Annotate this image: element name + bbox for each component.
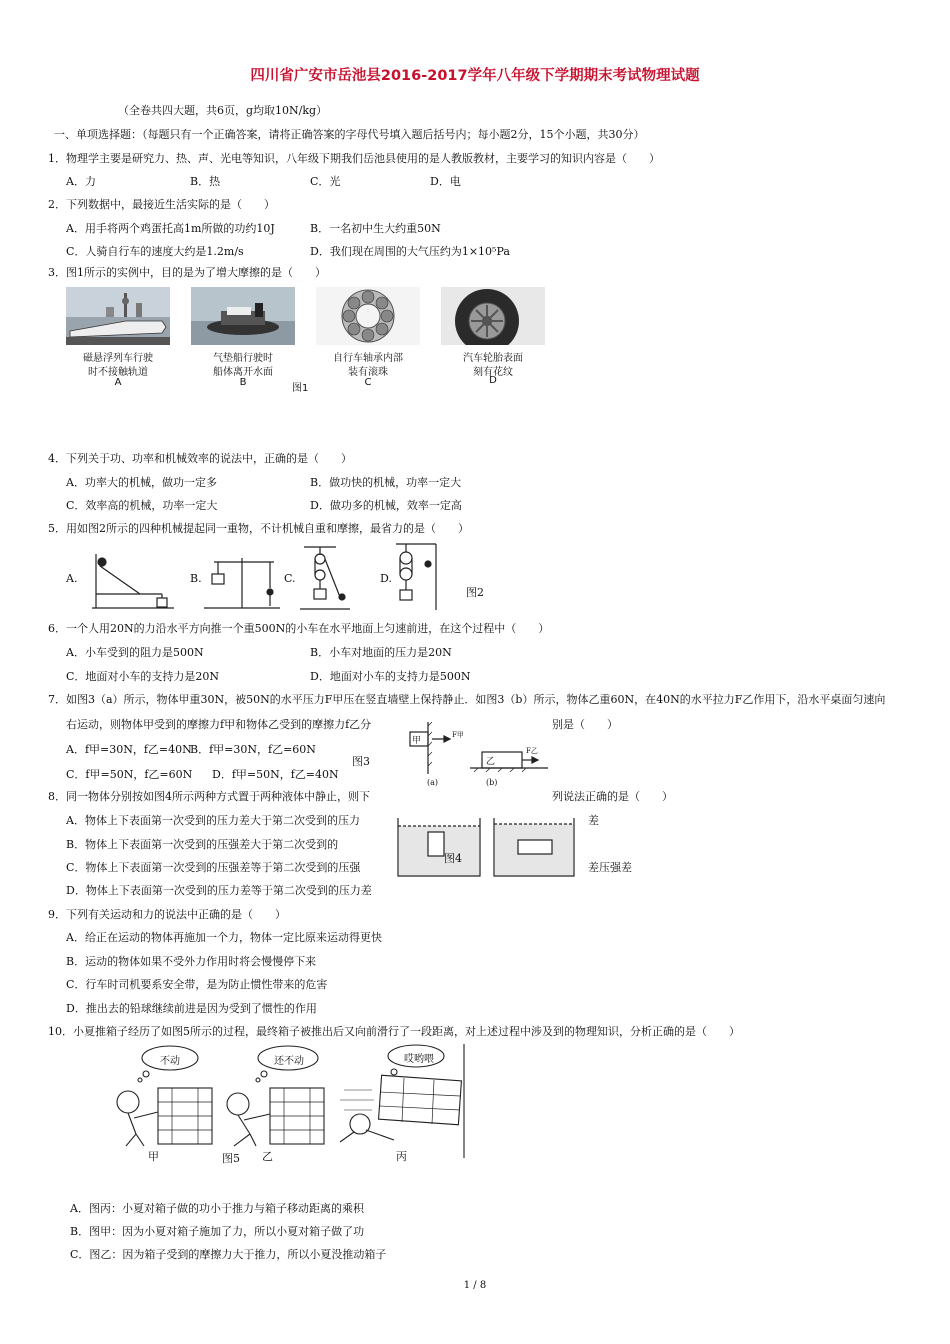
q1-option-b: B．热 — [190, 175, 221, 188]
q6-option-b: B．小车对地面的压力是20N — [310, 646, 452, 659]
q5-option-a: A. — [66, 572, 78, 585]
fig1-caption-b-line1: 气垫船行驶时 — [213, 353, 273, 364]
question-6-stem: 6．一个人用20N的力沿水平方向推一个重500N的小车在水平地面上匀速前进，在这个过程中（ ） — [48, 622, 550, 635]
q8-option-a-tail: 差 — [588, 814, 599, 827]
q10-option-c: C．图乙：因为箱子受到的摩擦力大于推力，所以小夏没推动箱子 — [70, 1248, 387, 1261]
q6-option-c: C．地面对小车的支持力是20N — [66, 670, 220, 683]
fig5-bubble-2: 还不动 — [274, 1056, 304, 1067]
fig1-caption-d-line2: 刻有花纹 — [473, 367, 513, 378]
q8-option-a: A．物体上下表面第一次受到的压力差大于第二次受到的压力 — [66, 814, 360, 827]
question-4-stem: 4．下列关于功、功率和机械效率的说法中，正确的是（ ） — [48, 452, 352, 465]
question-7-stem-line1: 7．如图3（a）所示，物体甲重30N，被50N的水平压力F甲压在竖直墙壁上保持静止．如图3（b）所示，物体乙重60N，在40N的水平拉力F乙作用下，沿水平桌面匀速向 — [48, 693, 886, 706]
fig3-label-fjia: F甲 — [452, 731, 464, 739]
question-7-stem-line2-tail: 别是（ ） — [552, 718, 618, 731]
question-8-stem-tail: 列说法正确的是（ ） — [552, 790, 673, 803]
question-5-stem: 5．用如图2所示的四种机械提起同一重物，不计机械自重和摩擦，最省力的是（ ） — [48, 522, 469, 535]
q4-option-c: C．效率高的机械，功率一定大 — [66, 499, 218, 512]
q2-option-d: D．我们现在周围的大气压约为1×10⁵Pa — [310, 245, 510, 258]
fig4-diagram — [396, 816, 576, 878]
q5-option-d: D. — [380, 572, 392, 585]
tire-image — [441, 287, 545, 345]
maglev-train-image — [66, 287, 170, 345]
q8-option-c-tail: 差压强差 — [588, 861, 632, 874]
page-title: 四川省广安市岳池县2016-2017学年八年级下学期期末考试物理试题 — [250, 68, 700, 84]
fig2-label: 图2 — [466, 586, 484, 599]
fig1-caption-c-line1: 自行车轴承内部 — [333, 353, 403, 364]
q9-option-a: A．给正在运动的物体再施加一个力，物体一定比原来运动得更快 — [66, 931, 382, 944]
question-1-stem: 1．物理学主要是研究力、热、声、光电等知识，八年级下期我们岳池县使用的是人教版教材，主要学习的知识内容是（ ） — [48, 152, 660, 165]
hovercraft-image — [191, 287, 295, 345]
q9-option-b: B．运动的物体如果不受外力作用时将会慢慢停下来 — [66, 955, 317, 968]
exam-note: （全卷共四大题，共6页，g均取10N/kg） — [118, 104, 328, 117]
q8-option-c: C．物体上下表面第一次受到的压强差等于第二次受到的压强 — [66, 861, 361, 874]
q8-option-d: D．物体上下表面第一次受到的压力差等于第二次受到的压力差 — [66, 884, 372, 897]
q8-option-b: B．物体上下表面第一次受到的压强差大于第二次受到的 — [66, 838, 339, 851]
fig1-letter-d: D — [489, 375, 497, 386]
section-heading: 一、单项选择题：（每题只有一个正确答案，请将正确答案的字母代号填入题后括号内；每小题2分，15个小题，共30分） — [54, 128, 645, 141]
fig4-label: 图4 — [444, 852, 462, 865]
fig1-caption-d-line1: 汽车轮胎表面 — [463, 353, 523, 364]
fig5-label: 图5 — [222, 1152, 240, 1165]
q6-option-d: D．地面对小车的支持力是500N — [310, 670, 471, 683]
q5-option-c: C. — [284, 572, 296, 585]
page-number: 1 / 8 — [463, 1280, 487, 1291]
lever-a-diagram — [90, 548, 174, 610]
pulley-c-diagram — [300, 545, 350, 611]
q2-option-c: C．人骑自行车的速度大约是1.2m/s — [66, 245, 244, 258]
pulley-d-diagram — [392, 542, 440, 612]
q7-option-a: A．f甲=30N，f乙=40N — [66, 743, 192, 756]
fig5-label-bing: 丙 — [396, 1150, 407, 1163]
question-2-stem: 2．下列数据中，最接近生活实际的是（ ） — [48, 198, 275, 211]
q7-option-b: B．f甲=30N，f乙=60N — [190, 743, 316, 756]
q4-option-d: D．做功多的机械，效率一定高 — [310, 499, 462, 512]
fig1-letter-c: C — [364, 377, 372, 388]
fig5-label-yi: 乙 — [262, 1150, 273, 1163]
fig3-label-yi: 乙 — [486, 757, 496, 767]
question-9-stem: 9．下列有关运动和力的说法中正确的是（ ） — [48, 908, 286, 921]
fig1-caption-a-line2: 时不接触轨道 — [88, 367, 148, 378]
fig1-letter-a: A — [114, 377, 122, 388]
q6-option-a: A．小车受到的阻力是500N — [66, 646, 204, 659]
fig3-label-b: (b) — [486, 778, 498, 787]
question-7-stem-line2: 右运动，则物体甲受到的摩擦力f甲和物体乙受到的摩擦力f乙分 — [66, 718, 372, 731]
q1-option-c: C．光 — [310, 175, 341, 188]
fig1-caption-c-line2: 装有滚珠 — [348, 367, 388, 378]
fig3-label-jia: 甲 — [412, 736, 422, 746]
question-8-stem: 8．同一物体分别按如图4所示两种方式置于两种液体中静止，则下 — [48, 790, 370, 803]
q1-option-a: A．力 — [66, 175, 96, 188]
fig5-bubble-1: 不动 — [160, 1056, 180, 1067]
fig1-letter-b: B — [239, 377, 247, 388]
fig3-label-fyi: F乙 — [526, 747, 538, 755]
q5-option-b: B. — [190, 572, 202, 585]
fig5-bubble-3: 哎哟喂 — [404, 1054, 434, 1065]
fig1-label: 图1 — [292, 383, 309, 394]
q4-option-b: B．做功快的机械，功率一定大 — [310, 476, 462, 489]
q2-option-b: B．一名初中生大约重50N — [310, 222, 441, 235]
question-10-stem: 10．小夏推箱子经历了如图5所示的过程，最终箱子被推出后又向前滑行了一段距离，对上述过程中涉及到的物理知识，分析正确的是（ ） — [48, 1025, 740, 1038]
fig3-label-a: (a) — [427, 778, 439, 787]
fig1-caption-b-line2: 船体离开水面 — [213, 367, 273, 378]
fig3-label: 图3 — [352, 755, 370, 768]
q10-option-b: B．图甲：因为小夏对箱子施加了力，所以小夏对箱子做了功 — [70, 1225, 365, 1238]
fig1-caption-a-line1: 磁悬浮列车行驶 — [83, 353, 153, 364]
q9-option-d: D．推出去的铅球继续前进是因为受到了惯性的作用 — [66, 1002, 317, 1015]
q9-option-c: C．行车时司机要系安全带，是为防止惯性带来的危害 — [66, 978, 328, 991]
q10-option-a: A．图丙：小夏对箱子做的功小于推力与箱子移动距离的乘积 — [70, 1202, 364, 1215]
q1-option-d: D．电 — [430, 175, 461, 188]
question-3-stem: 3．图1所示的实例中，目的是为了增大摩擦的是（ ） — [48, 266, 326, 279]
q4-option-a: A．功率大的机械，做功一定多 — [66, 476, 217, 489]
lever-b-diagram — [204, 548, 280, 610]
q7-option-d: D．f甲=50N，f乙=40N — [212, 768, 339, 781]
bearing-image — [316, 287, 420, 345]
q2-option-a: A．用手将两个鸡蛋托高1m所做的功约10J — [66, 222, 275, 235]
q7-option-c: C．f甲=50N，f乙=60N — [66, 768, 193, 781]
fig5-label-jia: 甲 — [148, 1150, 159, 1163]
